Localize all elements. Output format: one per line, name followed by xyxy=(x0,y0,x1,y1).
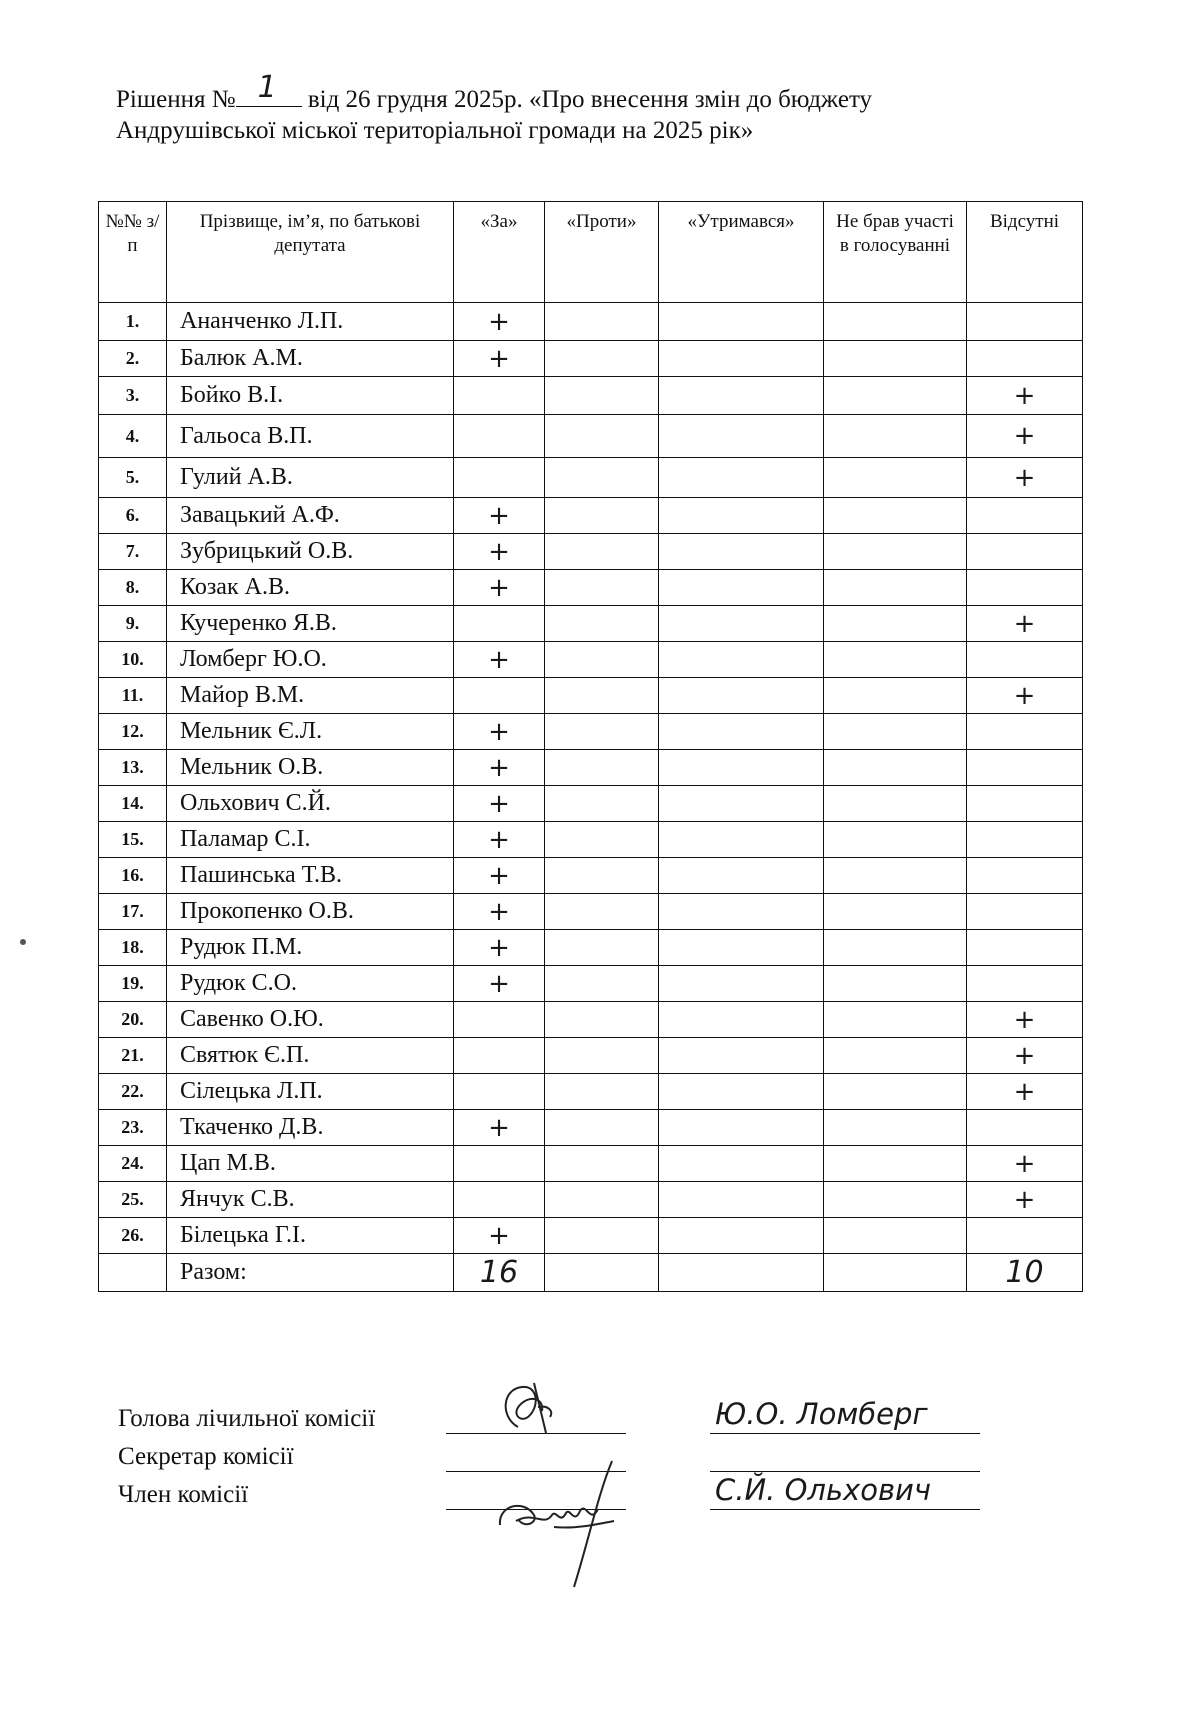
deputy-name: Зубрицький О.В. xyxy=(167,534,454,570)
absent-mark: + xyxy=(967,377,1083,415)
row-number: 21. xyxy=(99,1038,167,1074)
secretary-name-line xyxy=(710,1445,980,1472)
row-number: 9. xyxy=(99,606,167,642)
absent-mark: + xyxy=(967,1038,1083,1074)
chair-name: Ю.О. Ломберг xyxy=(715,1397,928,1431)
not-voting-cell xyxy=(824,822,967,858)
table-row xyxy=(99,822,1083,858)
vote-for-mark xyxy=(454,377,545,415)
table-row xyxy=(99,1002,1083,1038)
title-line-2: Андрушівської міської територіальної громади на 2025 рік» xyxy=(116,117,754,144)
not-voting-cell xyxy=(824,1110,967,1146)
vote-against-cell xyxy=(545,341,659,377)
absent-mark xyxy=(967,930,1083,966)
vote-abstained-cell xyxy=(659,1110,824,1146)
absent-mark xyxy=(967,642,1083,678)
deputy-name: Сілецька Л.П. xyxy=(167,1074,454,1110)
vote-for-mark xyxy=(454,415,545,458)
deputy-name: Ломберг Ю.О. xyxy=(167,642,454,678)
total-abstained-cell xyxy=(659,1254,824,1292)
absent-mark: + xyxy=(967,1146,1083,1182)
vote-for-mark: + xyxy=(454,1110,545,1146)
vote-abstained-cell xyxy=(659,1218,824,1254)
row-number: 5. xyxy=(99,458,167,498)
vote-abstained-cell xyxy=(659,930,824,966)
vote-against-cell xyxy=(545,1218,659,1254)
vote-against-cell xyxy=(545,415,659,458)
row-number: 13. xyxy=(99,750,167,786)
vote-abstained-cell xyxy=(659,1146,824,1182)
absent-mark xyxy=(967,1110,1083,1146)
deputy-name: Гальоса В.П. xyxy=(167,415,454,458)
table-row xyxy=(99,570,1083,606)
scan-speck xyxy=(20,939,26,945)
vote-against-cell xyxy=(545,1146,659,1182)
row-number: 17. xyxy=(99,894,167,930)
vote-against-cell xyxy=(545,377,659,415)
row-number: 10. xyxy=(99,642,167,678)
row-number: 2. xyxy=(99,341,167,377)
absent-mark: + xyxy=(967,1002,1083,1038)
row-number: 24. xyxy=(99,1146,167,1182)
vote-for-mark xyxy=(454,1038,545,1074)
vote-against-cell xyxy=(545,966,659,1002)
table-row xyxy=(99,642,1083,678)
vote-abstained-cell xyxy=(659,1038,824,1074)
deputy-name: Паламар С.І. xyxy=(167,822,454,858)
not-voting-cell xyxy=(824,341,967,377)
vote-against-cell xyxy=(545,822,659,858)
absent-mark xyxy=(967,966,1083,1002)
row-number: 1. xyxy=(99,303,167,341)
not-voting-cell xyxy=(824,415,967,458)
table-row xyxy=(99,415,1083,458)
title-prefix: Рішення № xyxy=(116,86,236,113)
vote-abstained-cell xyxy=(659,678,824,714)
not-voting-cell xyxy=(824,678,967,714)
vote-for-mark: + xyxy=(454,786,545,822)
chair-label: Голова лічильної комісії xyxy=(118,1405,376,1432)
vote-for-mark xyxy=(454,606,545,642)
deputy-name: Завацький А.Ф. xyxy=(167,498,454,534)
not-voting-cell xyxy=(824,1074,967,1110)
row-number: 8. xyxy=(99,570,167,606)
deputy-name: Цап М.В. xyxy=(167,1146,454,1182)
vote-for-mark: + xyxy=(454,750,545,786)
absent-mark xyxy=(967,341,1083,377)
vote-against-cell xyxy=(545,1038,659,1074)
vote-against-cell xyxy=(545,1002,659,1038)
row-number: 3. xyxy=(99,377,167,415)
table-row xyxy=(99,1182,1083,1218)
not-voting-cell xyxy=(824,966,967,1002)
row-number: 7. xyxy=(99,534,167,570)
row-number: 4. xyxy=(99,415,167,458)
table-row xyxy=(99,714,1083,750)
decision-number-field xyxy=(236,70,302,107)
table-row xyxy=(99,1218,1083,1254)
table-row xyxy=(99,377,1083,415)
deputy-name: Прокопенко О.В. xyxy=(167,894,454,930)
not-voting-cell xyxy=(824,303,967,341)
header-number: №№ з/п xyxy=(99,202,167,303)
vote-abstained-cell xyxy=(659,750,824,786)
deputy-name: Савенко О.Ю. xyxy=(167,1002,454,1038)
not-voting-cell xyxy=(824,642,967,678)
not-voting-cell xyxy=(824,1002,967,1038)
absent-mark: + xyxy=(967,415,1083,458)
not-voting-cell xyxy=(824,1182,967,1218)
header-not-voting: Не брав участі в голосуванні xyxy=(824,202,967,303)
absent-mark xyxy=(967,822,1083,858)
absent-mark: + xyxy=(967,1182,1083,1218)
vote-against-cell xyxy=(545,303,659,341)
header-absent: Відсутні xyxy=(967,202,1083,303)
table-row xyxy=(99,678,1083,714)
member-signature xyxy=(494,1455,624,1595)
not-voting-cell xyxy=(824,1038,967,1074)
table-row xyxy=(99,303,1083,341)
not-voting-cell xyxy=(824,786,967,822)
not-voting-cell xyxy=(824,714,967,750)
row-number: 11. xyxy=(99,678,167,714)
absent-mark xyxy=(967,858,1083,894)
vote-against-cell xyxy=(545,894,659,930)
row-number: 15. xyxy=(99,822,167,858)
vote-for-mark: + xyxy=(454,822,545,858)
vote-abstained-cell xyxy=(659,534,824,570)
vote-for-mark: + xyxy=(454,642,545,678)
table-row xyxy=(99,1074,1083,1110)
deputy-name: Пашинська Т.В. xyxy=(167,858,454,894)
deputy-name: Рудюк С.О. xyxy=(167,966,454,1002)
deputy-name: Білецька Г.І. xyxy=(167,1218,454,1254)
vote-abstained-cell xyxy=(659,341,824,377)
chair-signature xyxy=(488,1377,568,1437)
vote-against-cell xyxy=(545,642,659,678)
header-name: Прізвище, ім’я, по батькові депутата xyxy=(167,202,454,303)
row-number: 22. xyxy=(99,1074,167,1110)
deputy-name: Бойко В.І. xyxy=(167,377,454,415)
total-label: Разом: xyxy=(167,1254,454,1292)
title-rest: від 26 грудня 2025р. «Про внесення змін до бюджету xyxy=(301,86,873,113)
vote-against-cell xyxy=(545,786,659,822)
vote-against-cell xyxy=(545,458,659,498)
absent-mark xyxy=(967,786,1083,822)
vote-against-cell xyxy=(545,750,659,786)
title-line-1 xyxy=(116,70,1076,115)
vote-for-mark: + xyxy=(454,930,545,966)
vote-against-cell xyxy=(545,1074,659,1110)
row-number: 20. xyxy=(99,1002,167,1038)
decision-number: 1 xyxy=(257,70,277,105)
vote-abstained-cell xyxy=(659,377,824,415)
header-for: «За» xyxy=(454,202,545,303)
vote-against-cell xyxy=(545,714,659,750)
deputy-name: Янчук С.В. xyxy=(167,1182,454,1218)
absent-mark: + xyxy=(967,678,1083,714)
row-number: 18. xyxy=(99,930,167,966)
row-number: 14. xyxy=(99,786,167,822)
secretary-label: Секретар комісії xyxy=(118,1443,294,1470)
row-number: 16. xyxy=(99,858,167,894)
total-absent: 10 xyxy=(967,1254,1083,1292)
member-name: С.Й. Ольхович xyxy=(715,1473,932,1507)
total-row xyxy=(99,1254,1083,1292)
deputy-name: Рудюк П.М. xyxy=(167,930,454,966)
vote-for-mark: + xyxy=(454,858,545,894)
decision-title xyxy=(116,70,1076,146)
not-voting-cell xyxy=(824,894,967,930)
absent-mark: + xyxy=(967,1074,1083,1110)
vote-against-cell xyxy=(545,570,659,606)
deputy-name: Балюк А.М. xyxy=(167,341,454,377)
signatures-block xyxy=(118,1397,1078,1535)
absent-mark: + xyxy=(967,606,1083,642)
vote-against-cell xyxy=(545,678,659,714)
vote-table xyxy=(98,201,1083,1292)
deputy-name: Ананченко Л.П. xyxy=(167,303,454,341)
absent-mark xyxy=(967,534,1083,570)
table-row xyxy=(99,341,1083,377)
row-number: 19. xyxy=(99,966,167,1002)
not-voting-cell xyxy=(824,458,967,498)
absent-mark xyxy=(967,714,1083,750)
table-row xyxy=(99,498,1083,534)
vote-against-cell xyxy=(545,498,659,534)
deputy-name: Святюк Є.П. xyxy=(167,1038,454,1074)
row-number: 25. xyxy=(99,1182,167,1218)
vote-abstained-cell xyxy=(659,1182,824,1218)
vote-for-mark xyxy=(454,1002,545,1038)
header-abstained: «Утримався» xyxy=(659,202,824,303)
header-against: «Проти» xyxy=(545,202,659,303)
not-voting-cell xyxy=(824,377,967,415)
vote-for-mark xyxy=(454,678,545,714)
vote-abstained-cell xyxy=(659,858,824,894)
vote-against-cell xyxy=(545,606,659,642)
vote-for-mark: + xyxy=(454,570,545,606)
table-header-row xyxy=(99,202,1083,303)
vote-for-mark: + xyxy=(454,303,545,341)
vote-abstained-cell xyxy=(659,966,824,1002)
table-row xyxy=(99,750,1083,786)
vote-for-mark xyxy=(454,1146,545,1182)
total-number-cell xyxy=(99,1254,167,1292)
vote-against-cell xyxy=(545,1182,659,1218)
vote-for-mark: + xyxy=(454,894,545,930)
deputy-name: Гулий А.В. xyxy=(167,458,454,498)
not-voting-cell xyxy=(824,498,967,534)
total-against-cell xyxy=(545,1254,659,1292)
deputy-name: Майор В.М. xyxy=(167,678,454,714)
vote-for-mark xyxy=(454,1074,545,1110)
vote-for-mark: + xyxy=(454,498,545,534)
vote-abstained-cell xyxy=(659,642,824,678)
vote-abstained-cell xyxy=(659,822,824,858)
not-voting-cell xyxy=(824,858,967,894)
row-number: 12. xyxy=(99,714,167,750)
vote-against-cell xyxy=(545,858,659,894)
vote-abstained-cell xyxy=(659,498,824,534)
total-not-voting-cell xyxy=(824,1254,967,1292)
vote-abstained-cell xyxy=(659,606,824,642)
absent-mark xyxy=(967,303,1083,341)
table-row xyxy=(99,1038,1083,1074)
not-voting-cell xyxy=(824,750,967,786)
not-voting-cell xyxy=(824,930,967,966)
absent-mark xyxy=(967,570,1083,606)
absent-mark xyxy=(967,1218,1083,1254)
row-number: 6. xyxy=(99,498,167,534)
table-row xyxy=(99,858,1083,894)
deputy-name: Ольхович С.Й. xyxy=(167,786,454,822)
vote-for-mark: + xyxy=(454,341,545,377)
absent-mark: + xyxy=(967,458,1083,498)
not-voting-cell xyxy=(824,1146,967,1182)
vote-for-mark xyxy=(454,1182,545,1218)
deputy-name: Мельник О.В. xyxy=(167,750,454,786)
vote-against-cell xyxy=(545,930,659,966)
table-row xyxy=(99,1146,1083,1182)
vote-abstained-cell xyxy=(659,714,824,750)
vote-for-mark xyxy=(454,458,545,498)
deputy-name: Ткаченко Д.В. xyxy=(167,1110,454,1146)
row-number: 26. xyxy=(99,1218,167,1254)
table-row xyxy=(99,786,1083,822)
table-row xyxy=(99,1110,1083,1146)
deputy-name: Кучеренко Я.В. xyxy=(167,606,454,642)
vote-for-mark: + xyxy=(454,714,545,750)
not-voting-cell xyxy=(824,1218,967,1254)
vote-for-mark: + xyxy=(454,534,545,570)
table-row xyxy=(99,894,1083,930)
table-row xyxy=(99,606,1083,642)
vote-abstained-cell xyxy=(659,570,824,606)
vote-against-cell xyxy=(545,534,659,570)
vote-abstained-cell xyxy=(659,303,824,341)
vote-for-mark: + xyxy=(454,1218,545,1254)
not-voting-cell xyxy=(824,606,967,642)
row-number: 23. xyxy=(99,1110,167,1146)
vote-abstained-cell xyxy=(659,1074,824,1110)
table-row xyxy=(99,930,1083,966)
member-label: Член комісії xyxy=(118,1481,249,1508)
vote-against-cell xyxy=(545,1110,659,1146)
vote-abstained-cell xyxy=(659,415,824,458)
vote-abstained-cell xyxy=(659,458,824,498)
not-voting-cell xyxy=(824,570,967,606)
total-for: 16 xyxy=(454,1254,545,1292)
absent-mark xyxy=(967,498,1083,534)
deputy-name: Мельник Є.Л. xyxy=(167,714,454,750)
vote-for-mark: + xyxy=(454,966,545,1002)
vote-abstained-cell xyxy=(659,1002,824,1038)
absent-mark xyxy=(967,750,1083,786)
table-row xyxy=(99,966,1083,1002)
absent-mark xyxy=(967,894,1083,930)
vote-abstained-cell xyxy=(659,786,824,822)
vote-abstained-cell xyxy=(659,894,824,930)
table-row xyxy=(99,534,1083,570)
not-voting-cell xyxy=(824,534,967,570)
table-row xyxy=(99,458,1083,498)
deputy-name: Козак А.В. xyxy=(167,570,454,606)
